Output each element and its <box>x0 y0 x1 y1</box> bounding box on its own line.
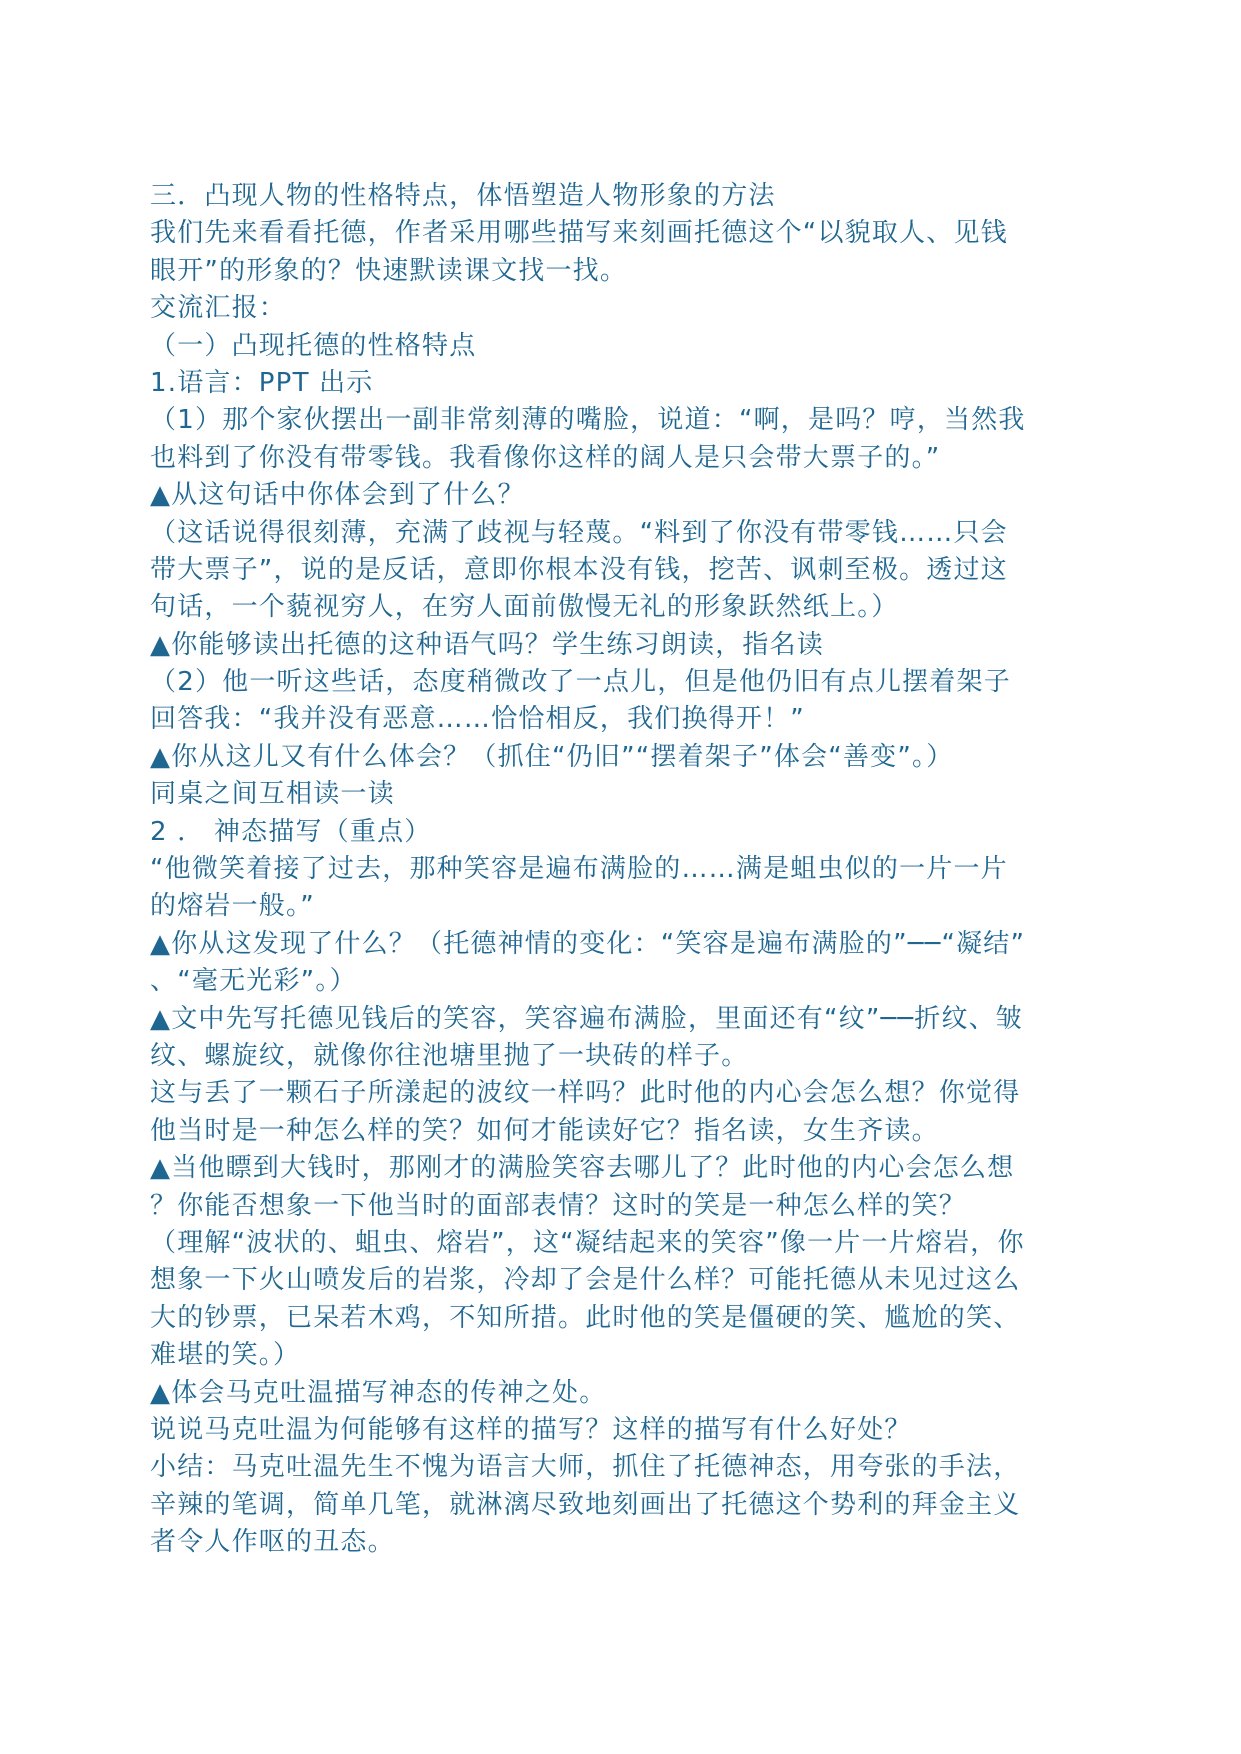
paragraph-line: 同桌之间互相读一读 <box>150 779 395 810</box>
paragraph-line: 句话，一个藐视穷人，在穷人面前傲慢无礼的形象跃然纸上。） <box>150 592 899 623</box>
bullet-question: ▲文中先写托德见钱后的笑容，笑容遍布满脸，里面还有“纹”──折纹、皱 <box>150 1003 1024 1034</box>
paragraph-line: （1）那个家伙摆出一副非常刻薄的嘴脸，说道：“啊，是吗？哼，当然我 <box>150 405 1026 436</box>
bullet-question: ▲从这句话中你体会到了什么？ <box>150 480 525 511</box>
subsection-heading: （一）凸现托德的性格特点 <box>150 330 477 361</box>
paragraph-line: （这话说得很刻薄，充满了歧视与轻蔑。“料到了你没有带零钱……只会 <box>150 517 1008 548</box>
bullet-question: ▲你从这发现了什么？（托德神情的变化：“笑容是遍布满脸的”──“凝结” <box>150 928 1026 959</box>
paragraph-line: 带大票子”，说的是反话，意即你根本没有钱，挖苦、讽刺至极。透过这 <box>150 554 1008 585</box>
section-heading: 三．凸现人物的性格特点，体悟塑造人物形象的方法 <box>150 181 776 211</box>
paragraph-line: 难堪的笑。） <box>150 1340 301 1371</box>
paragraph-line: 的熔岩一般。” <box>150 891 315 922</box>
summary-line: 辛辣的笔调，简单几笔，就淋漓尽致地刻画出了托德这个势利的拜金主义 <box>150 1489 1021 1520</box>
bullet-question: ▲体会马克吐温描写神态的传神之处。 <box>150 1377 607 1408</box>
paragraph-line: （2）他一听这些话，态度稍微改了一点儿，但是他仍旧有点儿摆着架子 <box>150 667 1011 698</box>
paragraph-line: 想象一下火山喷发后的岩浆，冷却了会是什么样？可能托德从未见过这么 <box>150 1265 1021 1296</box>
summary-line: 者令人作呕的丑态。 <box>150 1527 395 1558</box>
paragraph-line: 这与丢了一颗石子所漾起的波纹一样吗？此时他的内心会怎么想？你觉得 <box>150 1078 1021 1109</box>
paragraph-line: 回答我：“我并没有恶意……恰恰相反，我们换得开！” <box>150 704 805 735</box>
paragraph-line: 、“毫无光彩”。） <box>150 966 357 997</box>
document-page <box>150 178 1100 1561</box>
paragraph-line: 大的钞票，已呆若木鸡，不知所措。此时他的笑是僵硬的笑、尴尬的笑、 <box>150 1302 1021 1333</box>
paragraph-line: 纹、螺旋纹，就像你往池塘里抛了一块砖的样子。 <box>150 1040 749 1071</box>
bullet-question: ▲你从这儿又有什么体会？（抓住“仍旧”“摆着架子”体会“善变”。） <box>150 741 954 772</box>
summary-line: 小结：马克吐温先生不愧为语言大师，抓住了托德神态，用夸张的手法， <box>150 1452 1021 1483</box>
paragraph-line: 我们先来看看托德，作者采用哪些描写来刻画托德这个“以貌取人、见钱 <box>150 218 1008 249</box>
paragraph-line: 说说马克吐温为何能够有这样的描写？这样的描写有什么好处？ <box>150 1414 912 1445</box>
paragraph-line: 也料到了你没有带零钱。我看像你这样的阔人是只会带大票子的。” <box>150 442 941 473</box>
paragraph-line: 他当时是一种怎么样的笑？如何才能读好它？指名读，女生齐读。 <box>150 1115 939 1146</box>
bullet-question: ▲当他瞟到大钱时，那刚才的满脸笑容去哪儿了？此时他的内心会怎么想 <box>150 1153 1015 1184</box>
paragraph-line: （理解“波状的、蛆虫、熔岩”，这“凝结起来的笑容”像一片一片熔岩，你 <box>150 1227 1025 1258</box>
paragraph-line: “他微笑着接了过去，那种笑容是遍布满脸的……满是蛆虫似的一片一片 <box>150 854 1008 885</box>
paragraph-line: 眼开”的形象的？快速默读课文找一找。 <box>150 255 628 286</box>
bullet-question: ▲你能够读出托德的这种语气吗？学生练习朗读，指名读 <box>150 629 824 660</box>
subsection-heading: 2 ． 神态描写（重点） <box>150 816 432 847</box>
paragraph-line: ？你能否想象一下他当时的面部表情？这时的笑是一种怎么样的笑？ <box>150 1190 967 1221</box>
paragraph-line: 交流汇报： <box>150 293 287 324</box>
paragraph-line: 1.语言：PPT 出示 <box>150 367 374 398</box>
